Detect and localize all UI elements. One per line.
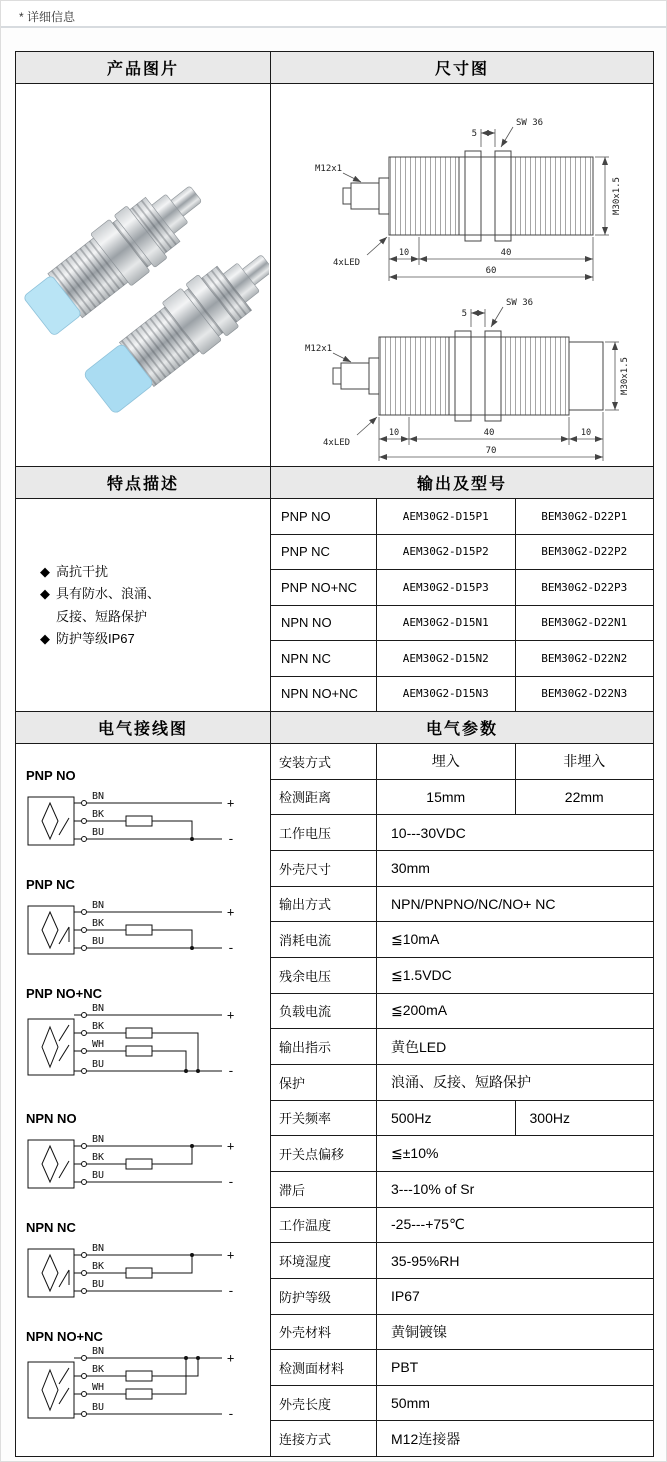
model-b: BEM30G2-D22N2 [541, 651, 628, 665]
wiring-diagram-npn-nonc [26, 1329, 270, 1439]
wire-label-bk: BK [92, 1021, 105, 1032]
param-value: 22mm [564, 788, 604, 805]
param-name: 外壳尺寸 [271, 851, 377, 886]
drawing-nonflush-dimlines [333, 307, 619, 461]
param-value: ≦200mA [391, 1002, 448, 1019]
output-type: NPN NO+NC [271, 677, 377, 712]
param-name: 保护 [271, 1065, 377, 1100]
param-row [271, 851, 653, 887]
wire-label-bn: BN [92, 1134, 105, 1145]
dim-label: 60 [485, 266, 497, 276]
header-row-2 [16, 467, 653, 499]
param-name: 连接方式 [271, 1421, 377, 1456]
param-value: 30mm [391, 860, 430, 877]
plus-terminal: + [227, 1008, 235, 1022]
header-row-1 [16, 52, 653, 84]
param-row [271, 815, 653, 851]
electrical-params-cell [271, 744, 653, 1456]
param-row [271, 1101, 653, 1137]
header-wiring: 电气接线图 [16, 712, 271, 743]
wire-label-wh: WH [92, 1382, 105, 1393]
param-row [271, 1208, 653, 1244]
param-row [271, 1172, 653, 1208]
param-row [271, 1065, 653, 1101]
wire-label-bk: BK [92, 809, 105, 820]
params-table [271, 744, 653, 1456]
output-type: PNP NO+NC [271, 570, 377, 605]
model-row [271, 570, 653, 606]
wiring-label: NPN NC [26, 1220, 76, 1235]
wiring-schematic [26, 1346, 258, 1434]
features-list [16, 499, 271, 711]
param-name: 消耗电流 [271, 922, 377, 957]
wire-label-bk: BK [92, 1364, 105, 1375]
wire-label-bn: BN [92, 1346, 105, 1357]
wire-label-bn: BN [92, 791, 105, 802]
model-row [271, 606, 653, 642]
param-row [271, 780, 653, 816]
param-row [271, 922, 653, 958]
dim-label: SW 36 [516, 118, 544, 128]
detail-note-bar [1, 1, 666, 28]
diamond-bullet-icon [40, 607, 56, 627]
wiring-schematic [26, 785, 258, 857]
model-row [271, 499, 653, 535]
param-value: 非埋入 [563, 753, 606, 770]
dim-label: 40 [500, 248, 512, 258]
output-type: PNP NC [271, 535, 377, 570]
model-b: BEM30G2-D22P1 [541, 509, 628, 523]
product-photo-cell [16, 84, 271, 466]
wiring-schematic [26, 1128, 258, 1200]
plus-terminal: + [227, 796, 235, 810]
wiring-label: PNP NC [26, 877, 75, 892]
param-name: 环境湿度 [271, 1243, 377, 1278]
param-row [271, 1421, 653, 1456]
wiring-schematic [26, 1003, 258, 1091]
minus-terminal: - [227, 1175, 235, 1190]
wiring-diagram-pnp-no [26, 768, 270, 862]
param-value: 3---10% of Sr [391, 1181, 475, 1198]
dim-label: 5 [471, 129, 477, 139]
feature-line [40, 562, 270, 582]
feature-text: 反接、短路保护 [56, 608, 148, 624]
header-dimension-drawing: 尺寸图 [271, 52, 653, 83]
model-b: BEM30G2-D22N1 [541, 616, 628, 630]
param-value: 35-95%RH [391, 1252, 460, 1269]
param-row [271, 1136, 653, 1172]
feature-line [40, 607, 270, 627]
model-a: AEM30G2-D15N2 [377, 641, 516, 676]
wire-label-bu: BU [92, 1059, 105, 1070]
output-type: PNP NO [271, 499, 377, 534]
param-name: 开关频率 [271, 1101, 377, 1136]
param-value: PBT [391, 1359, 419, 1376]
param-name: 安装方式 [271, 744, 377, 779]
header-features: 特点描述 [16, 467, 271, 498]
param-name: 工作温度 [271, 1208, 377, 1243]
param-value: ≦1.5VDC [391, 966, 452, 983]
param-value: ≦10mA [391, 931, 440, 948]
param-name: 开关点偏移 [271, 1136, 377, 1171]
param-name: 检测面材料 [271, 1350, 377, 1385]
drawing-flush-body [343, 151, 593, 241]
feature-line [40, 584, 270, 604]
dim-label: M12x1 [305, 344, 333, 354]
param-value: 10---30VDC [391, 824, 466, 841]
param-row [271, 958, 653, 994]
param-name: 工作电压 [271, 815, 377, 850]
product-photo [17, 85, 269, 465]
drawing-nonflush-labels [305, 298, 630, 456]
feature-line [40, 629, 270, 649]
dim-label: 10 [580, 428, 592, 438]
param-value: NPN/PNPNO/NC/NO+ NC [391, 895, 556, 912]
param-value: 浪涌、反接、短路保护 [391, 1074, 531, 1091]
diamond-bullet-icon: ◆ [40, 563, 50, 579]
minus-terminal: - [227, 1064, 235, 1079]
param-row [271, 1243, 653, 1279]
dim-label: 10 [388, 428, 400, 438]
header-output-models: 输出及型号 [271, 467, 653, 498]
param-value: IP67 [391, 1288, 420, 1305]
param-row [271, 1315, 653, 1351]
param-row [271, 1029, 653, 1065]
plus-terminal: + [227, 1248, 235, 1262]
param-value: M12连接器 [391, 1430, 461, 1447]
param-name: 残余电压 [271, 958, 377, 993]
model-a: AEM30G2-D15P3 [377, 570, 516, 605]
param-value: -25---+75℃ [391, 1216, 465, 1233]
plus-terminal: + [227, 1139, 235, 1153]
spec-table [15, 51, 654, 1457]
model-row [271, 677, 653, 712]
model-a: AEM30G2-D15N1 [377, 606, 516, 641]
wiring-label: PNP NO+NC [26, 986, 102, 1001]
wiring-label: NPN NO [26, 1111, 77, 1126]
param-value: 50mm [391, 1395, 430, 1412]
param-value: 500Hz [377, 1101, 516, 1136]
wiring-schematic [26, 1237, 258, 1309]
wire-label-bn: BN [92, 1243, 105, 1254]
wire-label-bu: BU [92, 1170, 105, 1181]
wire-label-bu: BU [92, 1279, 105, 1290]
dim-label: 70 [485, 446, 497, 456]
output-type: NPN NC [271, 641, 377, 676]
model-b: BEM30G2-D22P3 [541, 580, 628, 594]
param-name: 输出方式 [271, 887, 377, 922]
header-electrical-params: 电气参数 [271, 712, 653, 743]
wire-label-bu: BU [92, 936, 105, 947]
param-row [271, 1279, 653, 1315]
wire-label-bk: BK [92, 1152, 105, 1163]
feature-text: 高抗干扰 [56, 563, 109, 579]
diamond-bullet-icon: ◆ [40, 631, 50, 646]
wiring-diagram-pnp-nonc [26, 986, 270, 1096]
param-row [271, 887, 653, 923]
param-value: ≦±10% [391, 1145, 439, 1162]
minus-terminal: - [227, 1407, 235, 1422]
detail-note: * 详细信息 [19, 10, 76, 24]
model-a: AEM30G2-D15P2 [377, 535, 516, 570]
param-name: 输出指示 [271, 1029, 377, 1064]
dim-label: 40 [483, 428, 495, 438]
wiring-label: NPN NO+NC [26, 1329, 103, 1344]
param-row [271, 744, 653, 780]
wire-label-bk: BK [92, 918, 105, 929]
models-table [271, 499, 653, 711]
dim-label: SW 36 [506, 298, 534, 308]
dim-label: 5 [461, 309, 467, 319]
model-b: BEM30G2-D22N3 [541, 687, 628, 701]
model-b: BEM30G2-D22P2 [541, 545, 628, 559]
wire-label-wh: WH [92, 1039, 105, 1050]
param-value: 黄铜镀镍 [391, 1323, 447, 1340]
wire-label-bn: BN [92, 900, 105, 911]
header-product-image: 产品图片 [16, 52, 271, 83]
wiring-diagram-npn-nc [26, 1220, 270, 1314]
param-name: 检测距离 [271, 780, 377, 815]
feature-text: 具有防水、浪涌、 [56, 586, 161, 601]
output-models-cell [271, 499, 653, 711]
plus-terminal: + [227, 905, 235, 919]
param-name: 防护等级 [271, 1279, 377, 1314]
dim-label: M12x1 [315, 164, 343, 174]
minus-terminal: - [227, 832, 235, 847]
wiring-diagram-npn-no [26, 1111, 270, 1205]
model-row [271, 535, 653, 571]
param-row [271, 1386, 653, 1422]
model-a: AEM30G2-D15P1 [377, 499, 516, 534]
plus-terminal: + [227, 1351, 235, 1365]
param-name: 负载电流 [271, 994, 377, 1029]
wire-label-bn: BN [92, 1003, 105, 1014]
dimension-drawing-cell [271, 84, 653, 466]
param-row [271, 1350, 653, 1386]
param-value: 15mm [377, 780, 516, 815]
wire-label-bk: BK [92, 1261, 105, 1272]
model-row [271, 641, 653, 677]
minus-terminal: - [227, 1284, 235, 1299]
wire-label-bu: BU [92, 1402, 105, 1413]
features-models-row [16, 499, 653, 712]
param-name: 外壳材料 [271, 1315, 377, 1350]
param-name: 滞后 [271, 1172, 377, 1207]
dimension-drawing [273, 85, 651, 465]
wire-label-bu: BU [92, 827, 105, 838]
dim-label: M30x1.5 [620, 357, 630, 395]
output-type: NPN NO [271, 606, 377, 641]
wiring-diagrams-cell [16, 744, 271, 1456]
dim-label: M30x1.5 [612, 177, 622, 215]
param-row [271, 994, 653, 1030]
param-value: 埋入 [377, 744, 516, 779]
param-value: 300Hz [529, 1109, 570, 1126]
param-value: 黄色LED [391, 1038, 447, 1055]
drawing-nonflush-body [333, 331, 603, 421]
minus-terminal: - [227, 941, 235, 956]
wiring-schematic [26, 894, 258, 966]
dim-label: 4xLED [333, 258, 361, 268]
dim-label: 4xLED [323, 438, 351, 448]
dim-label: 10 [398, 248, 410, 258]
wiring-params-row [16, 744, 653, 1456]
param-name: 外壳长度 [271, 1386, 377, 1421]
wiring-diagram-pnp-nc [26, 877, 270, 971]
header-row-3 [16, 712, 653, 744]
model-a: AEM30G2-D15N3 [377, 677, 516, 712]
image-row [16, 84, 653, 467]
diamond-bullet-icon: ◆ [40, 586, 50, 601]
wiring-label: PNP NO [26, 768, 76, 783]
feature-text: 防护等级IP67 [56, 631, 135, 646]
